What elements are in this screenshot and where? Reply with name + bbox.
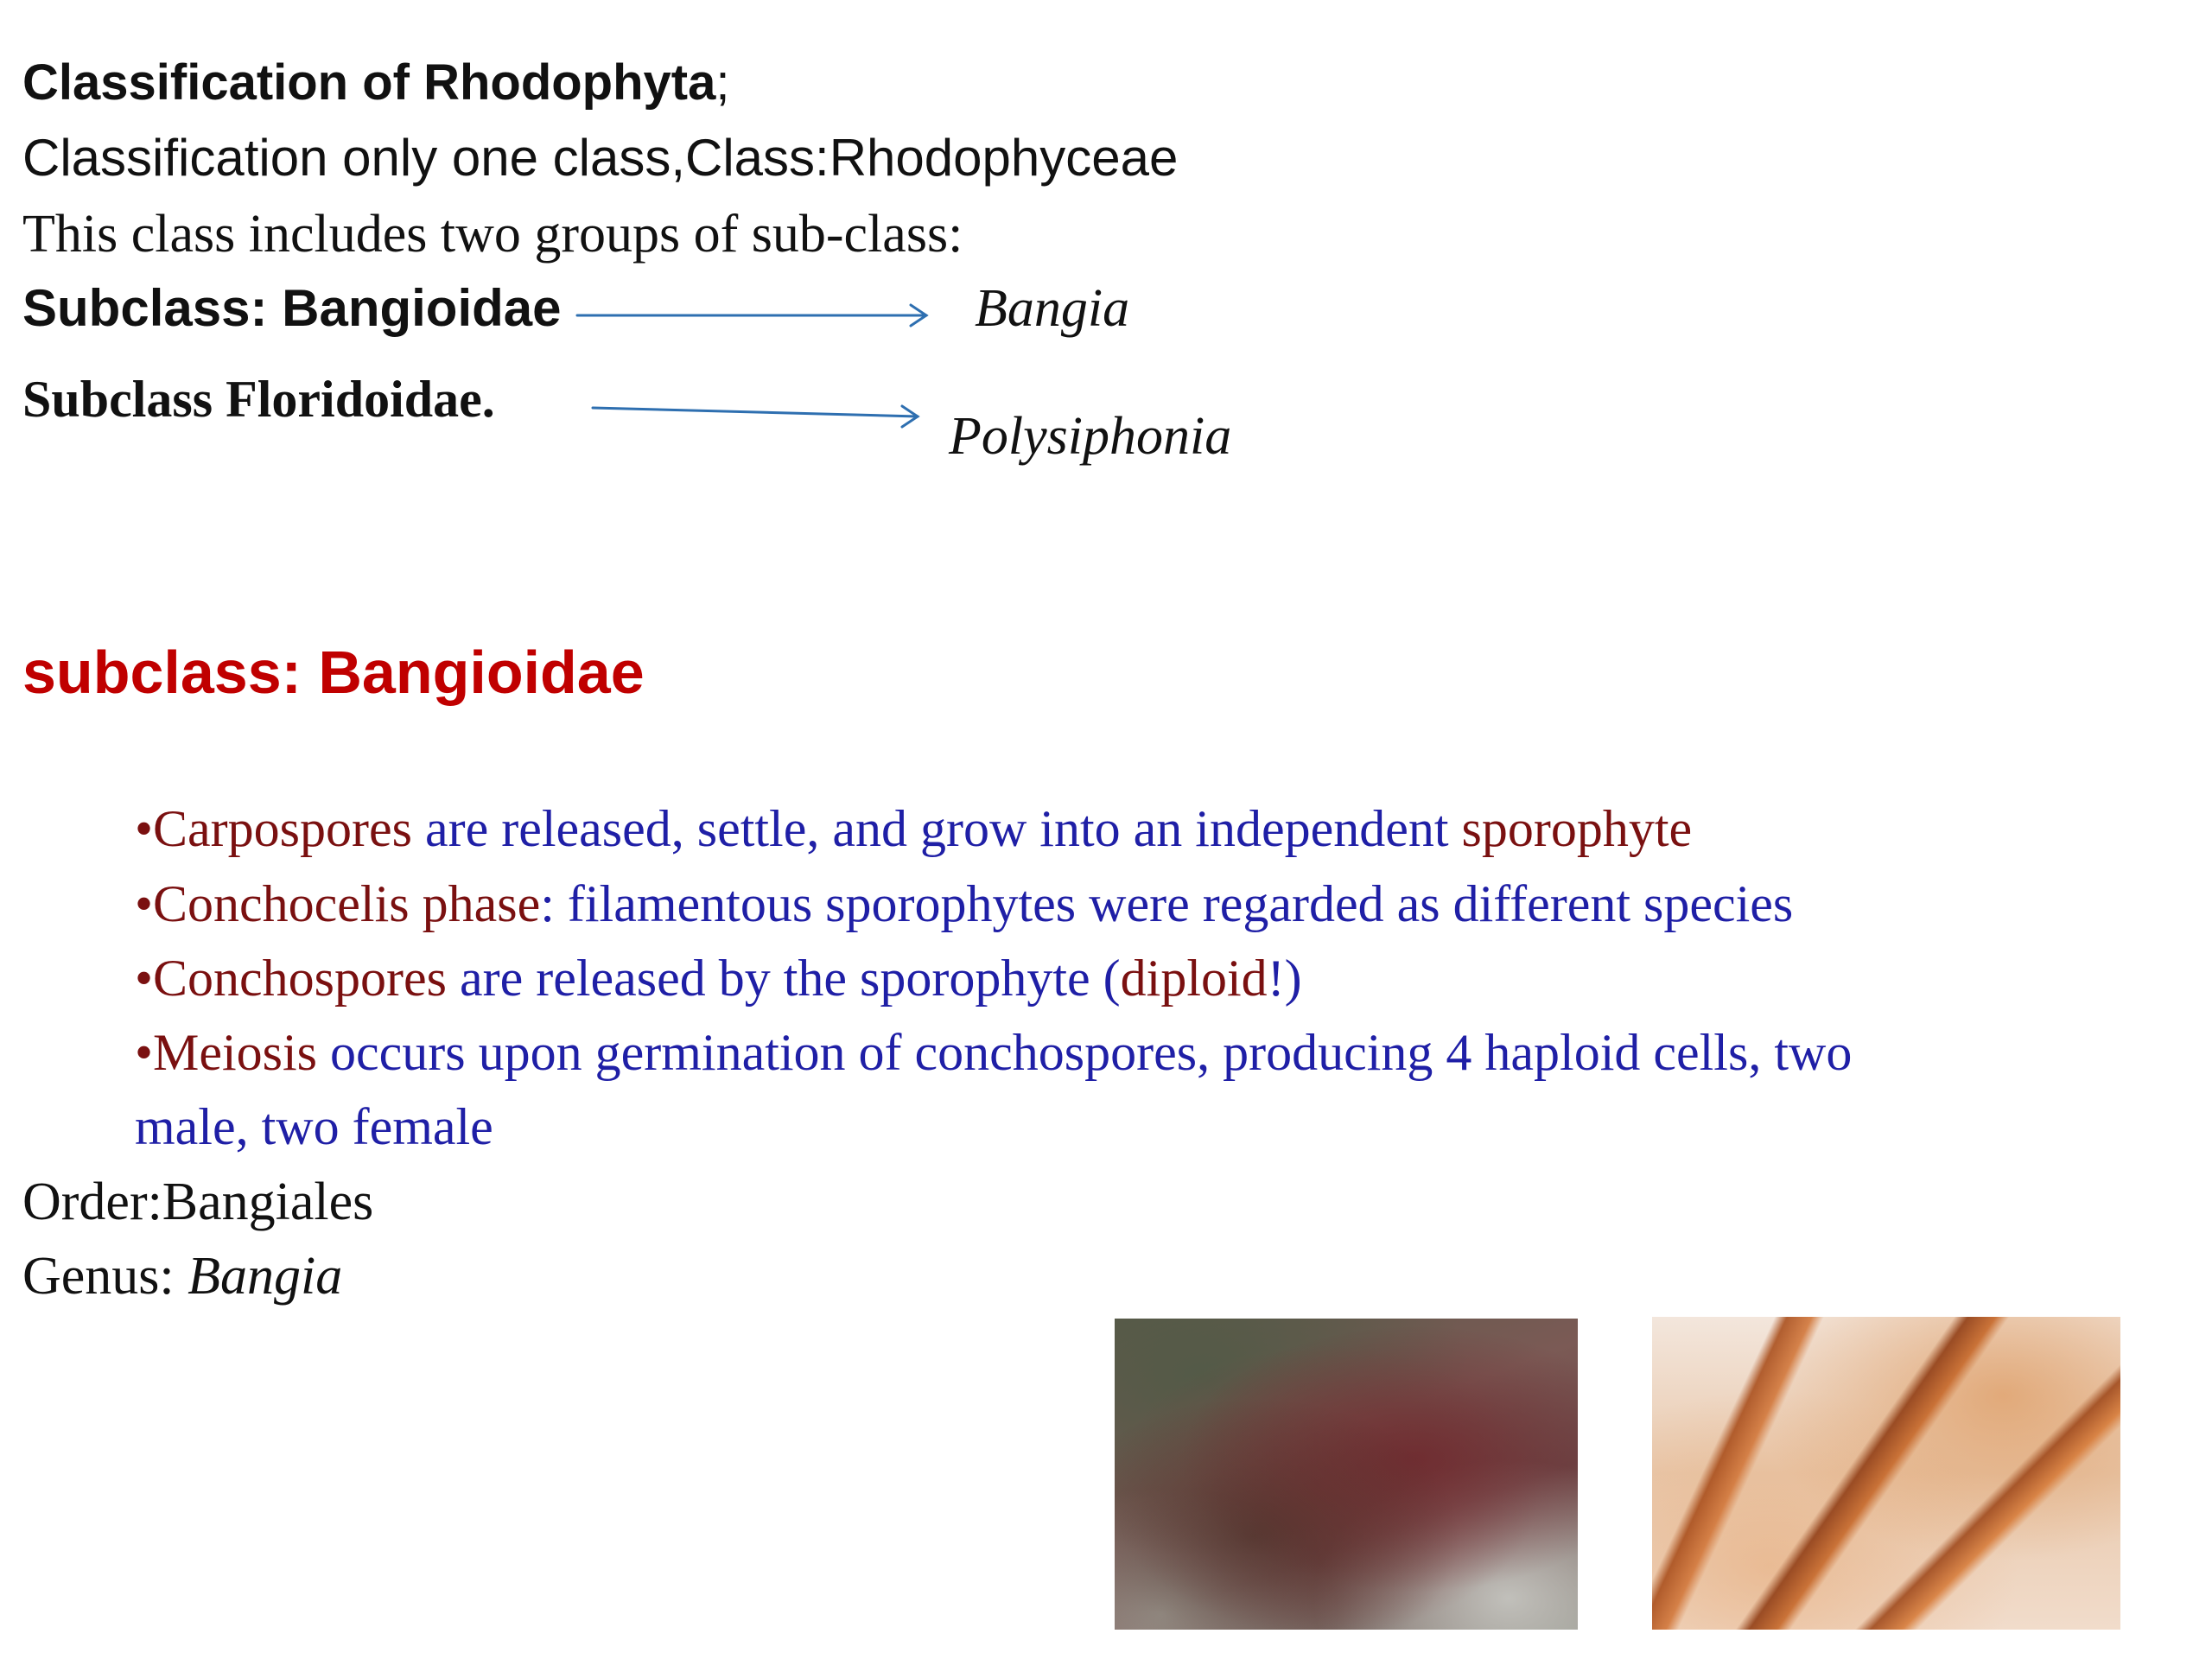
bullet-term: Conchocelis phase <box>153 875 541 932</box>
order-line: Order:Bangiales <box>22 1173 374 1231</box>
genus-name: Bangia <box>188 1247 343 1306</box>
intro-line-2: This class includes two groups of sub-class: <box>22 205 963 264</box>
bullet-text-end: !) <box>1267 950 1302 1007</box>
bullet-item <box>135 1023 1852 1083</box>
bullet-item <box>135 874 1793 934</box>
bullet-symbol: • <box>135 1024 154 1081</box>
bangia-filaments-photo <box>1652 1317 2120 1630</box>
bullet-term: Carpospores <box>153 800 412 857</box>
bullet-term: Conchospores <box>153 950 447 1007</box>
bullet-symbol: • <box>135 875 154 932</box>
bullet-symbol: • <box>135 800 154 857</box>
section-title: subclass: Bangioidae <box>22 639 645 706</box>
bullet-term: Meiosis <box>153 1024 318 1081</box>
bullet-term-2: sporophyte <box>1461 800 1693 857</box>
bullet-text: are released, settle, and grow into an independent <box>411 800 1462 857</box>
subclass-arrows <box>0 0 2212 518</box>
bullet-text: are released by the sporophyte ( <box>446 950 1121 1007</box>
subclass-floridoidae-genus: Polysiphonia <box>949 407 1232 466</box>
heading-title: Classification of Rhodophyta <box>22 54 716 111</box>
intro-line-1: Classification only one class,Class:Rhodophyceae <box>22 129 1179 187</box>
arrow-floridoidae <box>593 406 918 427</box>
bullet-text: occurs upon germination of conchospores, producing 4 haploid cells, two <box>317 1024 1853 1081</box>
bullet-continuation: male, two female <box>135 1098 493 1155</box>
genus-prefix: Genus: <box>22 1247 188 1306</box>
subclass-bangioidae-genus: Bangia <box>975 279 1130 338</box>
bullet-item <box>135 799 1692 859</box>
bullet-item <box>135 949 1302 1008</box>
bullet-symbol: • <box>135 950 154 1007</box>
arrow-bangioidae <box>577 305 926 326</box>
heading-punct: ; <box>715 54 730 111</box>
subclass-floridoidae-label: Subclass Floridoidae. <box>22 371 495 428</box>
genus-line <box>22 1246 342 1307</box>
bangia-rock-photo <box>1115 1319 1578 1630</box>
subclass-bangioidae-label: Subclass: Bangioidae <box>22 279 562 337</box>
bullet-term-2: diploid <box>1120 950 1268 1007</box>
bullet-text: : filamentous sporophytes were regarded as different species <box>540 875 1794 932</box>
